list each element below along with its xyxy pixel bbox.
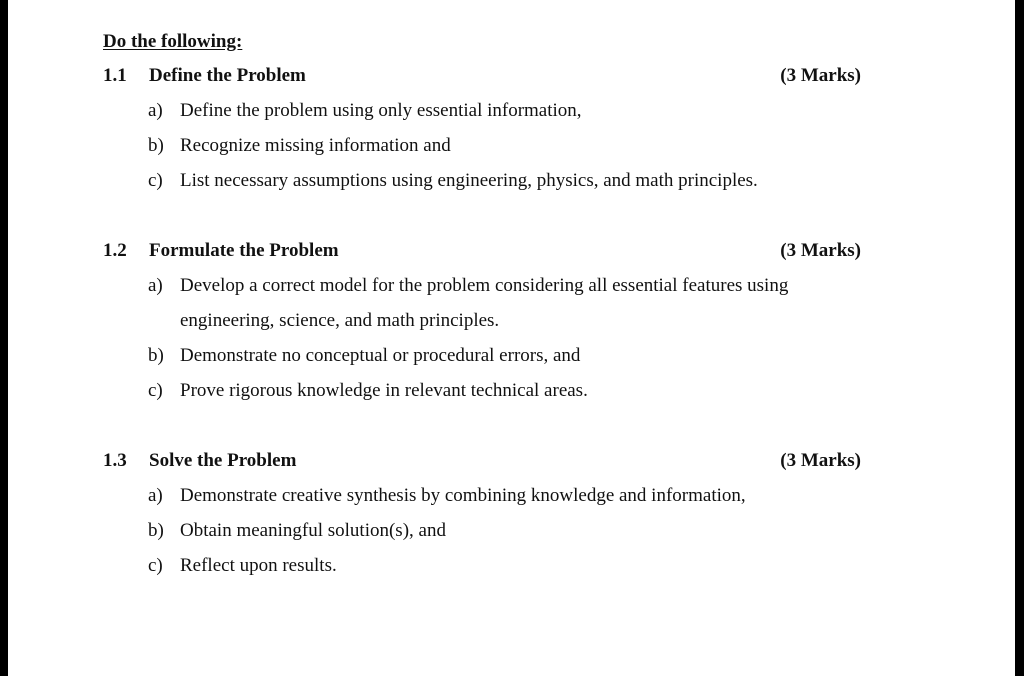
item-label: b) — [148, 520, 164, 541]
instructions-heading: Do the following: — [103, 31, 243, 52]
item-label: a) — [148, 485, 163, 506]
item-text: Obtain meaningful solution(s), and — [180, 520, 446, 541]
item-label: a) — [148, 275, 163, 296]
item-text: Demonstrate creative synthesis by combining knowledge and information, — [180, 485, 746, 506]
item-text: Recognize missing information and — [180, 135, 451, 156]
item-text: Define the problem using only essential information, — [180, 100, 582, 121]
section-header-1-1 — [103, 65, 861, 89]
item-text: Demonstrate no conceptual or procedural errors, and — [180, 345, 581, 366]
item-label: b) — [148, 135, 164, 156]
item-text: Prove rigorous knowledge in relevant technical areas. — [180, 380, 588, 401]
section-title: Formulate the Problem — [149, 240, 339, 261]
section-marks: (3 Marks) — [780, 240, 861, 261]
section-marks: (3 Marks) — [780, 450, 861, 471]
section-header-1-3 — [103, 450, 861, 474]
item-label: c) — [148, 380, 163, 401]
item-label: c) — [148, 555, 163, 576]
item-text: Reflect upon results. — [180, 555, 337, 576]
section-header-1-2 — [103, 240, 861, 264]
item-label: c) — [148, 170, 163, 191]
item-text: Develop a correct model for the problem considering all essential features using — [180, 275, 789, 296]
item-text: engineering, science, and math principles. — [180, 310, 500, 331]
document-page — [8, 0, 1015, 676]
section-marks: (3 Marks) — [780, 65, 861, 86]
section-title: Solve the Problem — [149, 450, 297, 471]
section-title: Define the Problem — [149, 65, 306, 86]
item-label: b) — [148, 345, 164, 366]
section-number: 1.2 — [103, 240, 127, 261]
section-number: 1.1 — [103, 65, 127, 86]
item-label: a) — [148, 100, 163, 121]
item-text: List necessary assumptions using engineering, physics, and math principles. — [180, 170, 758, 191]
section-number: 1.3 — [103, 450, 127, 471]
